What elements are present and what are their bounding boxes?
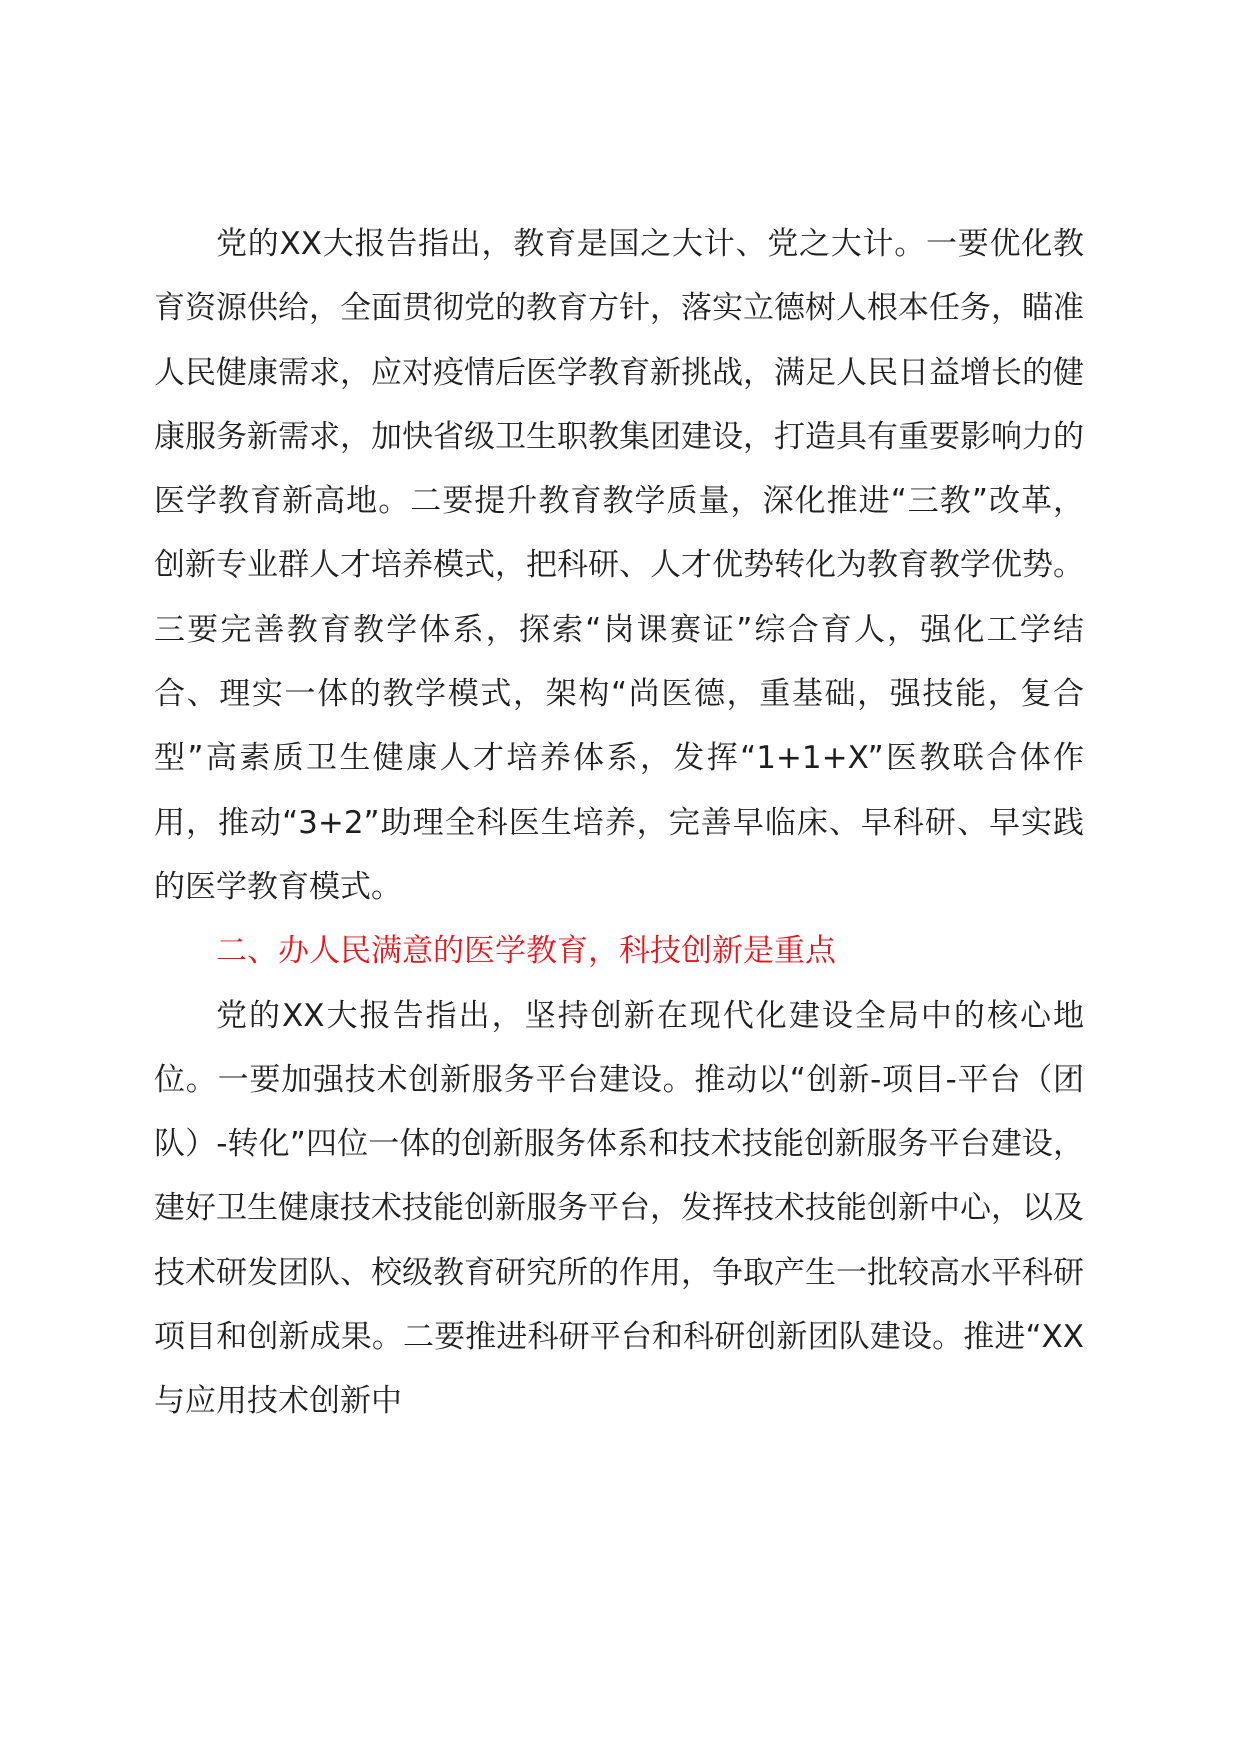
paragraph-education-quality: 党的XX大报告指出，教育是国之大计、党之大计。一要优化教育资源供给，全面贯彻党的教育方针，落实立德树人根本任务，瞄准人民健康需求，应对疫情后医学教育新挑战，满足人民日益增长的健康服务新需求，加快省级卫生职教集团建设，打造具有重要影响力的医学教育新高地。二要提升教育教学质量，深化推进“三教”改革，创新专业群人才培养模式，把科研、人才优势转化为教育教学优势。三要完善教育教学体系，探索“岗课赛证”综合育人，强化工学结合、理实一体的教学模式，架构“尚医德，重基础，强技能，复合型”高素质卫生健康人才培养体系，发挥“1+1+X”医教联合体作用，推动“3+2”助理全科医生培养，完善早临床、早科研、早实践的医学教育模式。 xyxy=(154,226,1084,905)
paragraph-tech-innovation: 党的XX大报告指出，坚持创新在现代化建设全局中的核心地位。一要加强技术创新服务平台建设。推动以“创新-项目-平台（团队）-转化”四位一体的创新服务体系和技术技能创新服务平台建设，建好卫生健康技术技能创新服务平台，发挥技术技能创新中心，以及技术研发团队、校级教育研究所的作用，争取产生一批较高水平科研项目和创新成果。二要推进科研平台和科研创新团队建设。推进“XX与应用技术创新中 xyxy=(154,997,1084,1420)
section-heading-tech-innovation: 二、办人民满意的医学教育，科技创新是重点 xyxy=(216,933,836,970)
document-body xyxy=(154,212,1084,1434)
